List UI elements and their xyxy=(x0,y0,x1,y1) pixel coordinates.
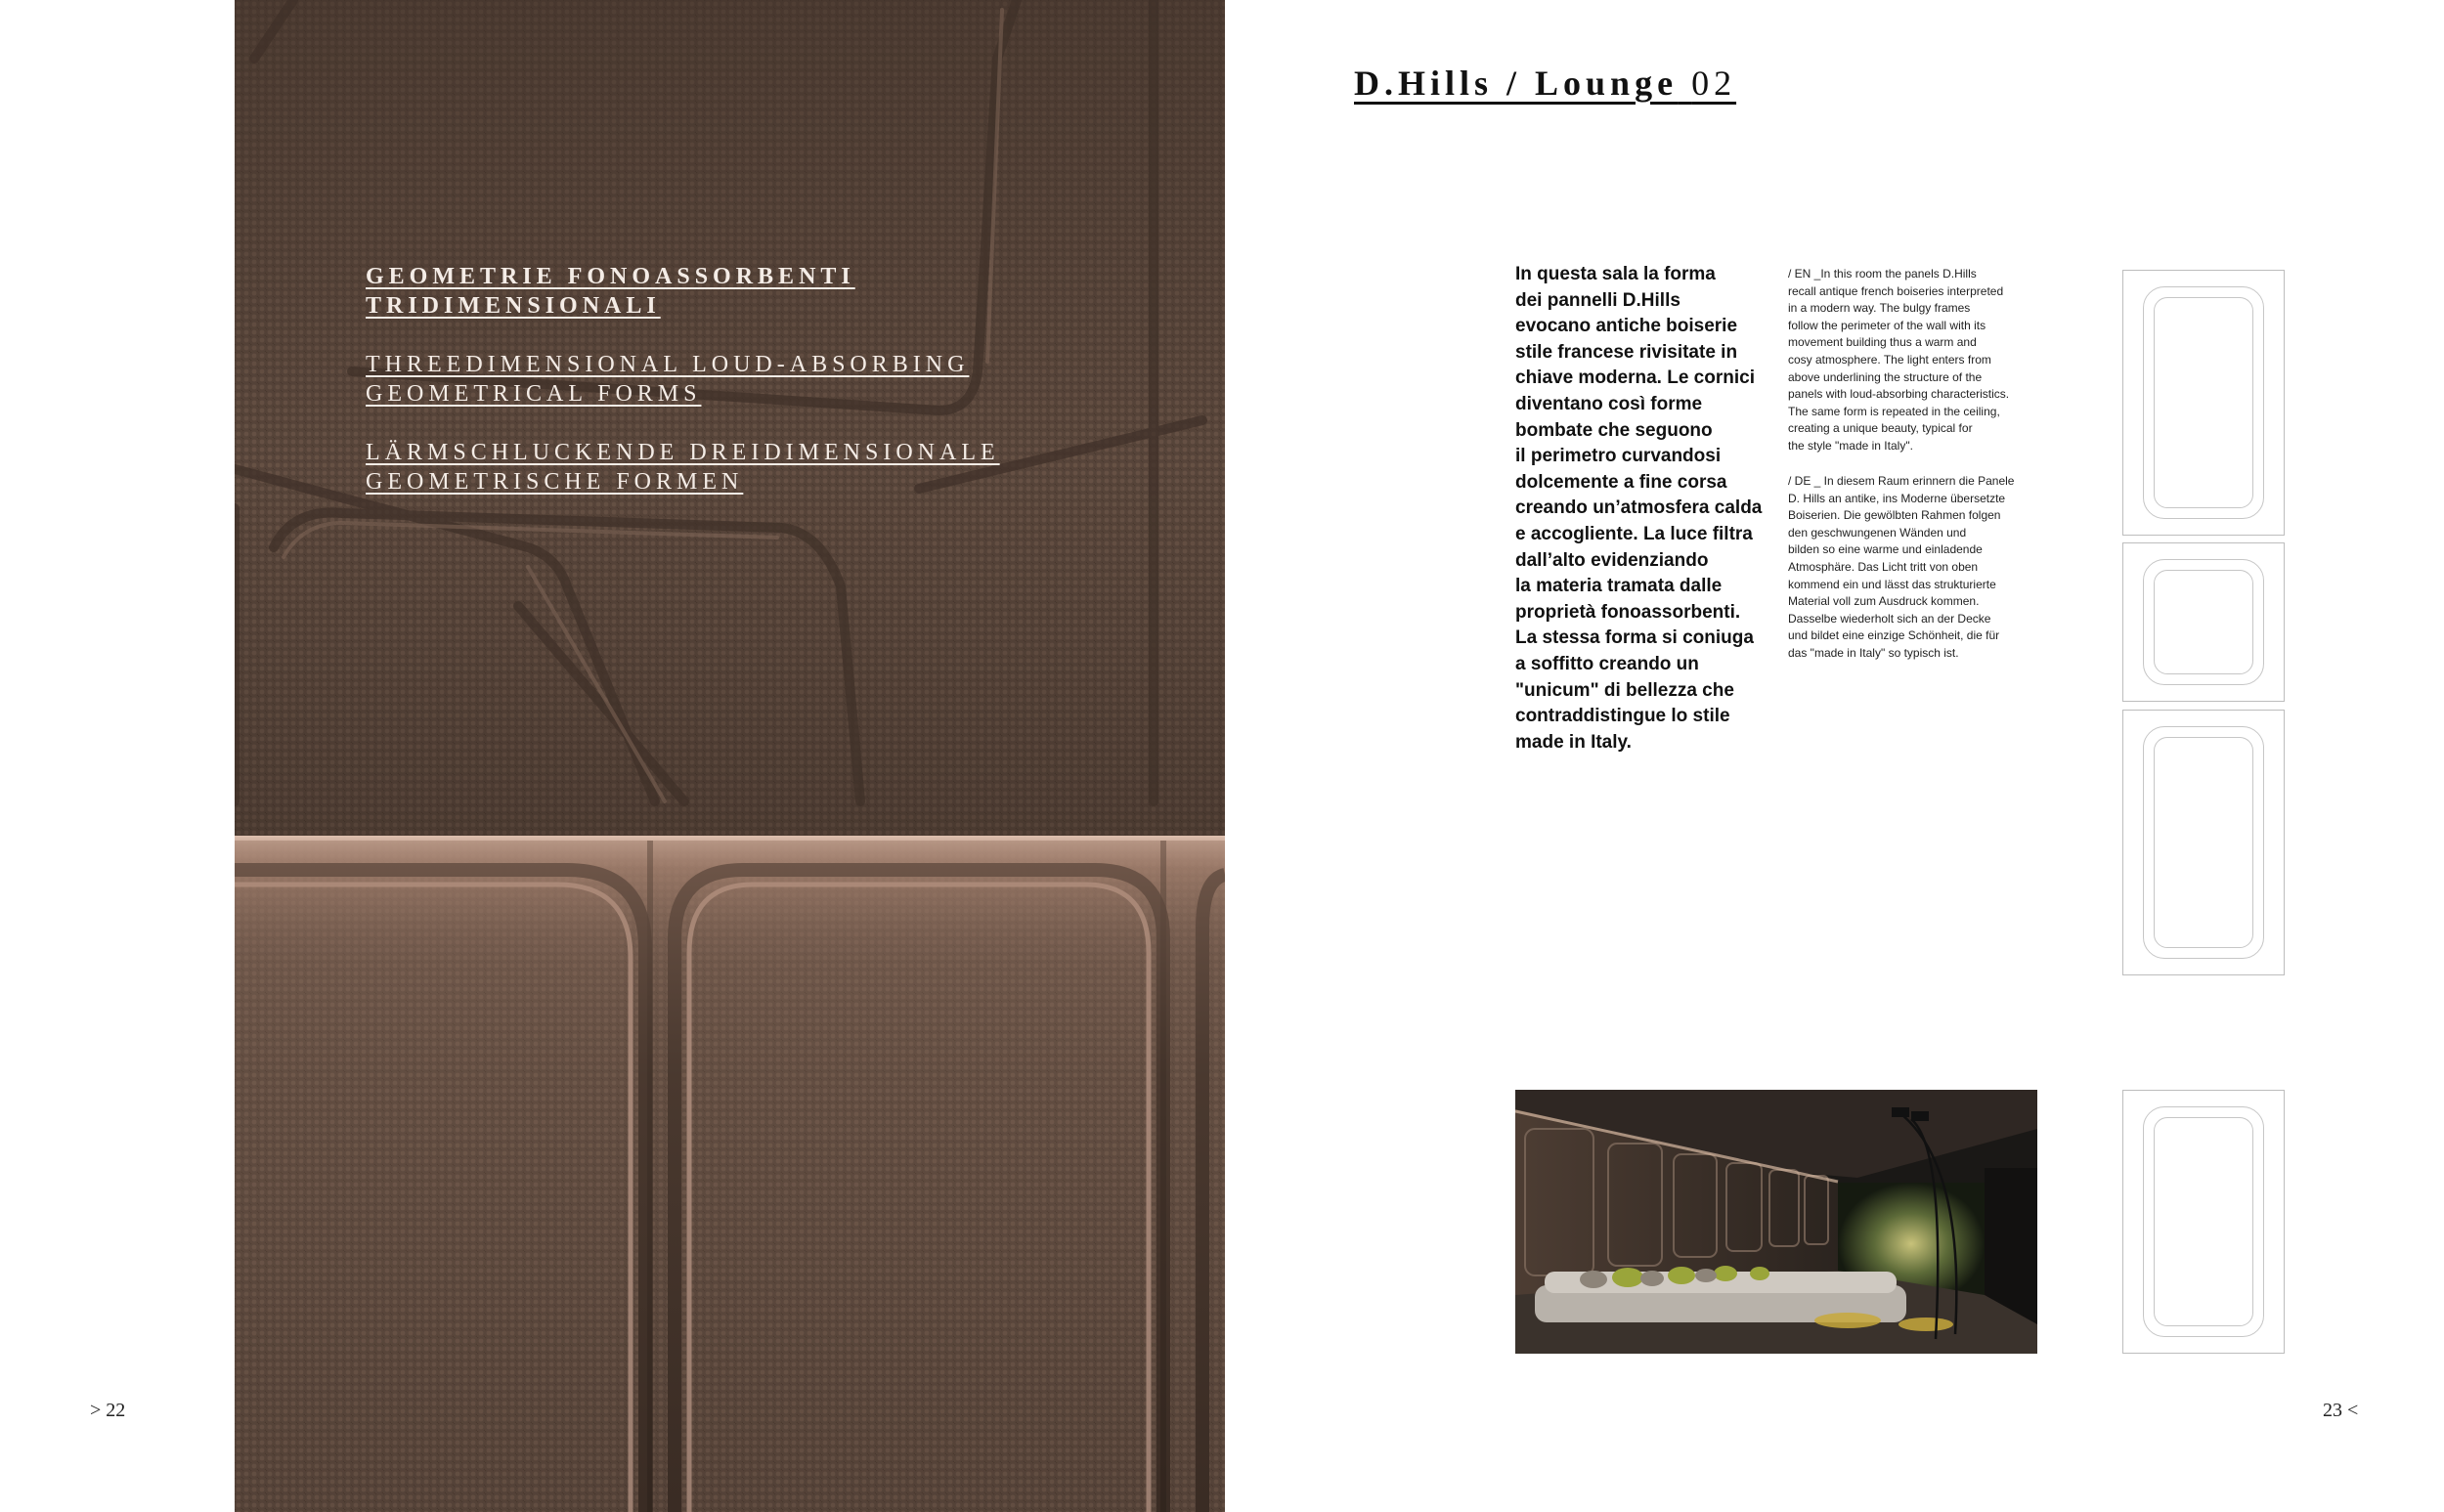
page-title-number: 02 xyxy=(1691,64,1737,103)
headline-italian: GEOMETRIE FONOASSORBENTI TRIDIMENSIONALI xyxy=(366,264,855,319)
panel-diagram-1 xyxy=(2122,270,2285,536)
english-description: / EN _In this room the panels D.Hills recall antique french boiseries interpreted in a modern way. The bulgy frames follow the perimeter of the wall with its movement building thus a warm and cosy atmosphere. The light enters from above underlining the structure of the panels with loud-absorbing characteristics. The same form is repeated in the ceiling, creating a unique beauty, typical for the style "made in Italy". xyxy=(1788,267,2010,453)
panel-diagram-3 xyxy=(2122,710,2285,975)
panel-diagram-2 xyxy=(2122,542,2285,702)
lounge-photo xyxy=(1515,1090,2037,1354)
headline-german: LÄRMSCHLUCKENDE DREIDIMENSIONALE GEOMETRISCHE FORMEN xyxy=(366,440,1000,495)
page-title-text: D.Hills / Lounge xyxy=(1354,64,1679,103)
page-number-right: 23 < xyxy=(2323,1400,2359,1421)
italian-description: In questa sala la forma dei pannelli D.Hills evocano antiche boiserie stile francese rivisitate in chiave moderna. Le cornici diventano così forme bombate che seguono il perimetro curvandosi dolcemente a fine corsa creando un’atmosfera calda e accogliente. La luce filtra dall’alto evidenziando la materia tramata dalle proprietà fonoassorbenti. La stessa forma si coniuga a soffitto creando un "unicum" di bellezza che contraddistingue lo stile made in Italy. xyxy=(1515,264,1763,753)
german-description: / DE _ In diesem Raum erinnern die Panele D. Hills an antike, ins Moderne übersetzte Boiserien. Die gewölbten Rahmen folgen den geschwungenen Wänden und bilden so eine warme und einladende Atmosphäre. Das Licht tritt von oben kommend ein und lässt das strukturierte Material voll zum Ausdruck kommen. Dasselbe wiederholt sich an der Decke und bildet eine einzige Schönheit, die für das "made in Italy" so typisch ist. xyxy=(1788,474,2015,660)
panel-diagram-4 xyxy=(2122,1090,2285,1354)
headline-block xyxy=(366,262,1050,526)
page-title xyxy=(1354,63,1736,104)
headline-english: THREEDIMENSIONAL LOUD-ABSORBING GEOMETRICAL FORMS xyxy=(366,352,970,407)
panel-closeup-photo xyxy=(235,0,1225,1512)
page-number-left: > 22 xyxy=(90,1400,126,1421)
